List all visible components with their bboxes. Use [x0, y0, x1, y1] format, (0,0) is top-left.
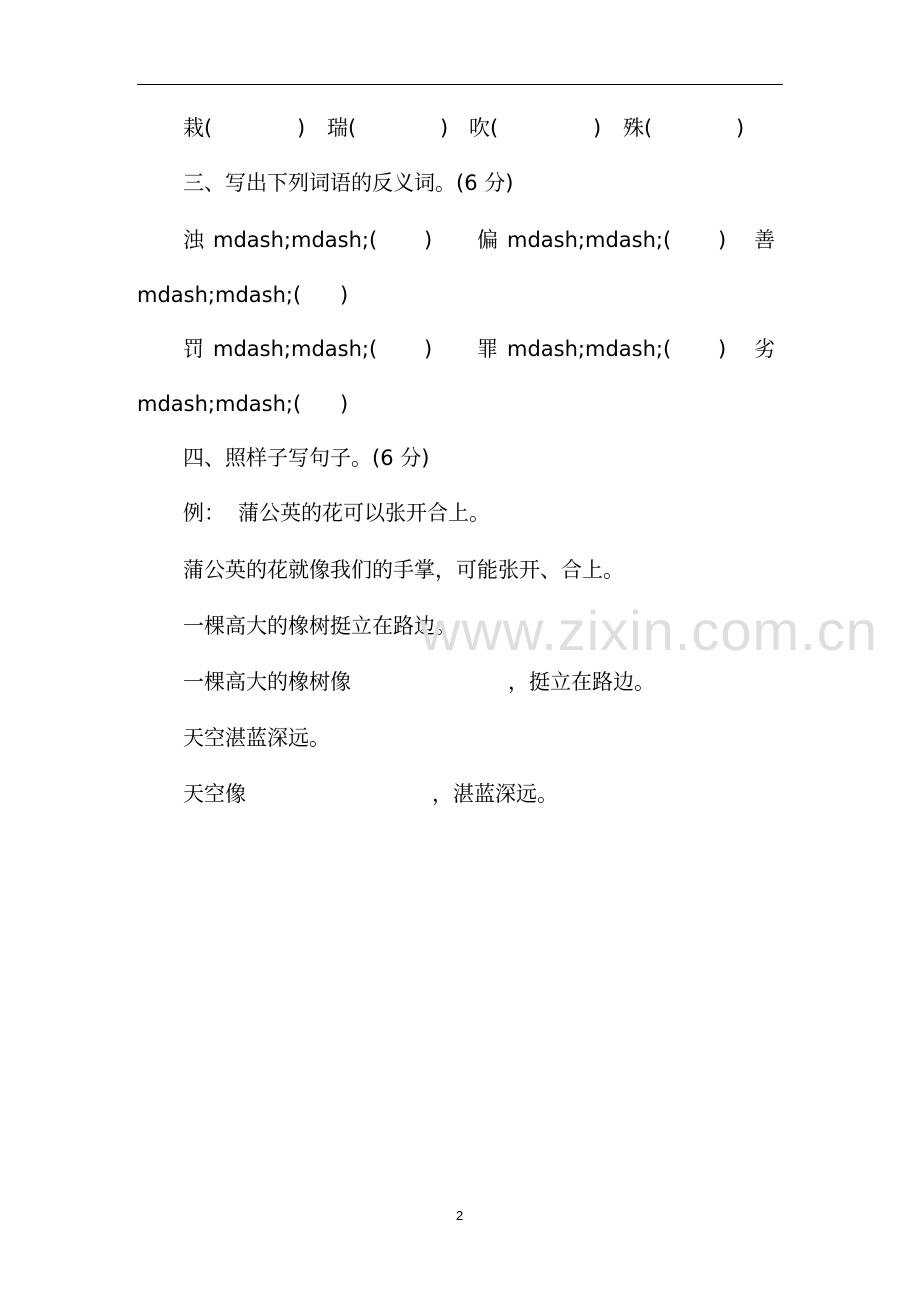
antonym-blank: mdash;mdash;(: [213, 228, 378, 252]
paren-close: ): [718, 228, 727, 252]
paren-close: ): [718, 337, 727, 361]
antonym-word: 罪: [477, 337, 498, 361]
question2-prefix: 天空像: [183, 782, 246, 806]
antonym-blank: mdash;mdash;(: [507, 228, 672, 252]
question2-sentence: 天空湛蓝深远。: [183, 726, 330, 750]
section4-heading: 四、照样子写句子。(6 分): [183, 446, 430, 470]
char-chui: 吹(: [469, 116, 499, 140]
char-shu: 殊(: [623, 116, 653, 140]
antonym-word: 罚: [183, 337, 204, 361]
paren-close: ): [297, 116, 306, 140]
char-zai: 栽(: [183, 116, 213, 140]
paren-close: ): [440, 116, 449, 140]
paren-close: ): [424, 337, 433, 361]
antonym-blank: mdash;mdash;(: [507, 337, 672, 361]
watermark: www.zixin.com.cn: [420, 599, 878, 662]
antonym-word: 劣: [754, 337, 775, 361]
section3-heading: 三、写出下列词语的反义词。(6 分): [183, 171, 514, 195]
question2-suffix: ，湛蓝深远。: [432, 782, 558, 806]
antonym-blank: mdash;mdash;(: [137, 392, 302, 416]
antonym-word: 浊: [183, 228, 204, 252]
antonym-word: 偏: [477, 228, 498, 252]
paren-close: ): [340, 283, 349, 307]
paren-close: ): [424, 228, 433, 252]
question1-suffix: ，挺立在路边。: [508, 670, 655, 694]
antonym-word: 善: [754, 228, 775, 252]
paren-close: ): [593, 116, 602, 140]
char-rui: 瑞(: [327, 116, 357, 140]
paren-close: ): [340, 392, 349, 416]
example-answer: 蒲公英的花就像我们的手掌，可能张开、合上。: [183, 558, 624, 582]
paren-close: ): [736, 116, 745, 140]
antonym-blank: mdash;mdash;(: [137, 283, 302, 307]
example-label: 例：: [183, 501, 225, 525]
example-sentence: 蒲公英的花可以张开合上。: [238, 501, 490, 525]
question1-sentence: 一棵高大的橡树挺立在路边。: [183, 614, 456, 638]
question1-prefix: 一棵高大的橡树像: [183, 670, 351, 694]
antonym-blank: mdash;mdash;(: [213, 337, 378, 361]
header-rule: [137, 84, 783, 85]
page-number: 2: [456, 1208, 464, 1223]
